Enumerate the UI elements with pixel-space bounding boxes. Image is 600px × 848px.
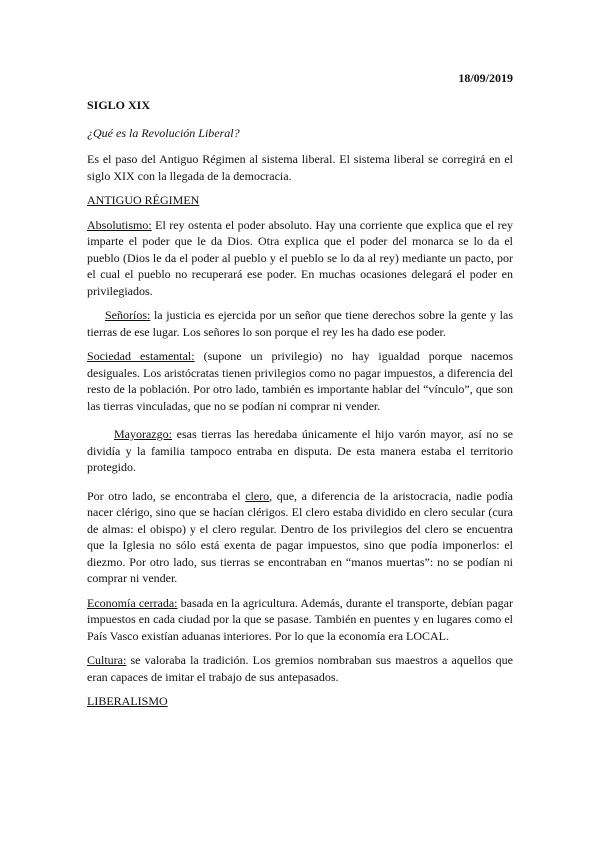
text-sociedad-estamental: (supone un privilegio) no hay igualdad porque nacemos desiguales. Los aristócratas tienen privilegios como no pagar impuestos, a diferencia del resto de la población. Por otro lado, también es importante hablar del “vínculo”, que son las tierras vinculadas, que no se podían ni comprar ni vender. xyxy=(87,349,513,413)
intro-paragraph: Es el paso del Antiguo Régimen al sistema liberal. El sistema liberal se corregirá en el siglo XIX con la llegada de la democracia. xyxy=(87,152,513,183)
document-body xyxy=(87,97,513,718)
term-cultura: Cultura: xyxy=(87,653,127,667)
page-title: SIGLO XIX xyxy=(87,98,151,112)
term-senorios: Señoríos: xyxy=(105,308,151,322)
text-economia-cerrada: basada en la agricultura. Además, durante el transporte, debían pagar impuestos en cada ciudad por la que se pasase. También en puentes y en lugares como el País Vasco existían aduanas interiores. Por lo que la economía era LOCAL. xyxy=(87,595,514,643)
text-senorios: la justicia es ejercida por un señor que tiene derechos sobre la gente y las tierras de ese lugar. Los señores lo son porque el rey les ha dado ese poder. xyxy=(87,308,513,339)
paragraph-sociedad-estamental xyxy=(87,348,513,414)
question-heading: ¿Qué es la Revolución Liberal? xyxy=(87,125,240,140)
text-mayorazgo: esas tierras las heredaba únicamente el hijo varón mayor, así no se dividía y la familia tampoco entraba en disputa. De esta manera estaba el territorio protegido. xyxy=(87,427,513,474)
paragraph-senorios xyxy=(87,307,513,340)
section-heading-antiguo-regimen: ANTIGUO RÉGIMEN xyxy=(87,193,200,207)
date: 18/09/2019 xyxy=(458,71,513,85)
paragraph-clero xyxy=(87,488,513,587)
term-economia-cerrada: Economía cerrada: xyxy=(87,595,178,610)
paragraph-economia-cerrada xyxy=(87,595,513,645)
text-clero: , que, a diferencia de la aristocracia, nadie podía nacer clérigo, sino que se hacían clérigos. El clero estaba dividido en clero secular (cura de almas: el obispo) y el clero regular. Dentro de los privilegios del clero se encuentra que la Iglesia no sólo está exenta de pagar impuestos, sino que podía imponerlos: el diezmo. Por otro lado, sus tierras se encontraban en “manos muertas”: no se podían ni comprar ni vender. xyxy=(87,488,514,585)
text-absolutismo: El rey ostenta el poder absoluto. Hay una corriente que explica que el rey imparte el poder que le da Dios. Otra explica que el poder del monarca se lo da el pueblo (Dios le da el poder al pueblo y el pueblo se lo da al rey) mediante un pacto, por el cual el pueblo no recuperará ese poder. En muchas ocasiones delegará el poder en privilegiados. xyxy=(87,217,513,298)
text-cultura: se valoraba la tradición. Los gremios nombraban sus maestros a aquellos que eran capaces de imitar el trabajo de sus antepasados. xyxy=(87,653,513,684)
section-heading-liberalismo: LIBERALISMO xyxy=(87,694,168,708)
term-clero: clero xyxy=(245,488,270,503)
text-clero-before: Por otro lado, se encontraba el xyxy=(87,488,246,503)
paragraph-cultura xyxy=(87,652,513,685)
term-absolutismo: Absolutismo: xyxy=(87,217,152,232)
paragraph-mayorazgo xyxy=(87,426,513,476)
paragraph-absolutismo xyxy=(87,217,513,300)
term-mayorazgo: Mayorazgo: xyxy=(114,427,172,441)
term-sociedad-estamental: Sociedad estamental: xyxy=(87,349,195,363)
